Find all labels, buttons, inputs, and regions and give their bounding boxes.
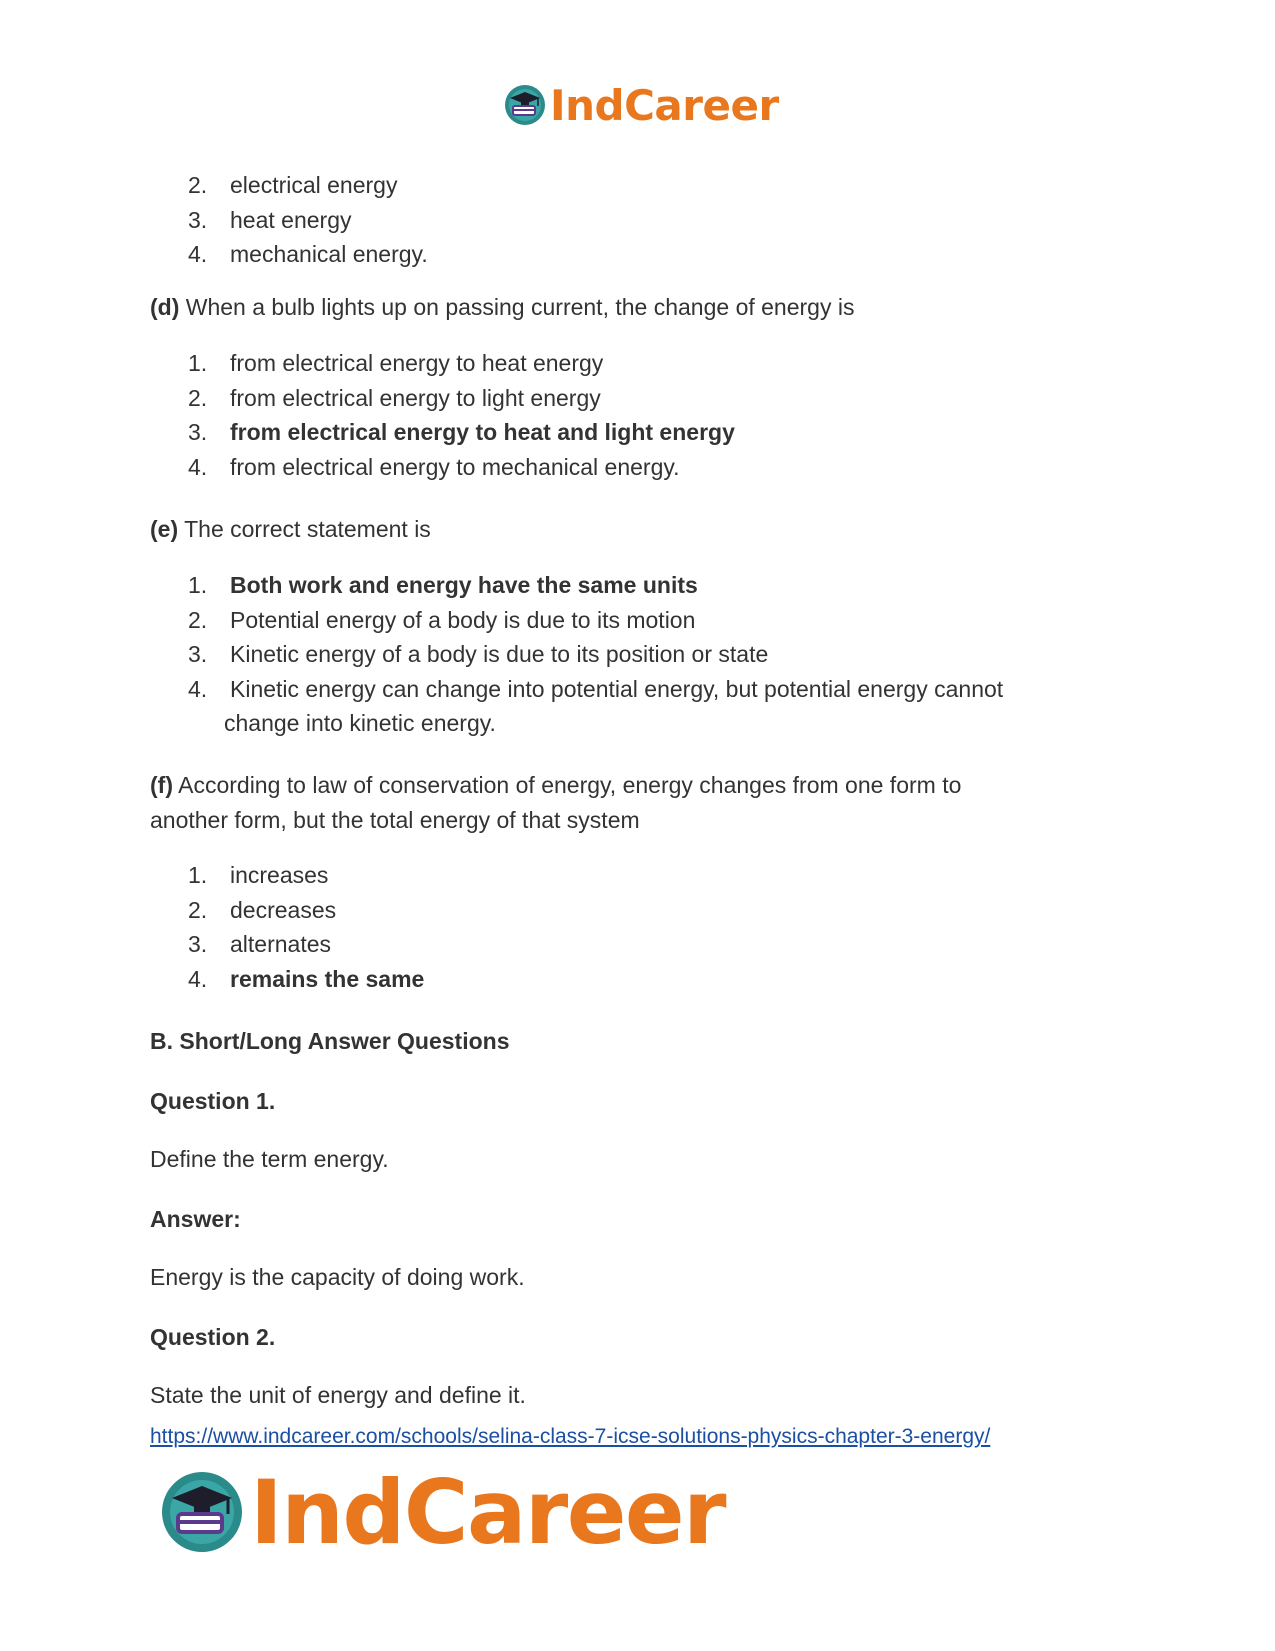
list-item: 1. from electrical energy to heat energy [188,350,604,376]
options-list-e [150,568,1100,741]
list-item: 1. increases [188,862,329,888]
footer-logo-text: IndCareer [250,1460,726,1564]
list-item: 2. decreases [188,896,337,923]
options-list-c [150,168,1100,272]
options-list-d [150,346,1100,484]
footer-logo [160,1462,725,1562]
question-d: (d) When a bulb lights up on passing current, the change of energy is [150,294,855,320]
list-item: 2. electrical energy [188,172,398,198]
question-2-heading: Question 2. [150,1324,276,1350]
question-1-heading: Question 1. [150,1088,276,1114]
footer-url-link[interactable]: https://www.indcareer.com/schools/selina-class-7-icse-solutions-physics-chapter-3-energy/ [150,1425,991,1448]
question-2-text: State the unit of energy and define it. [150,1382,526,1408]
header-logo [504,80,779,130]
list-item: 4. Kinetic energy can change into potential energy, but potential energy cannot change into kinetic energy. [188,675,1004,736]
list-item: 3. alternates [188,931,332,957]
list-item-correct: 3. from electrical energy to heat and light energy [188,419,735,445]
question-label: (d) [150,294,180,320]
graduation-cap-book-icon [160,1470,244,1554]
options-list-f [150,858,1100,996]
list-item: 4. from electrical energy to mechanical energy. [188,453,680,480]
question-1-text: Define the term energy. [150,1146,389,1172]
list-item: 2. Potential energy of a body is due to its motion [188,606,696,633]
question-f: (f) According to law of conservation of energy, energy changes from one form to another form, but the total energy of that system [150,772,962,833]
section-heading: B. Short/Long Answer Questions [150,1028,510,1054]
question-e: (e) The correct statement is [150,516,431,542]
list-item-correct: 1. Both work and energy have the same units [188,572,698,598]
list-item: 3. Kinetic energy of a body is due to its position or state [188,641,769,667]
list-item: 3. heat energy [188,206,352,233]
question-label: (f) [150,772,173,798]
answer-text: Energy is the capacity of doing work. [150,1264,525,1290]
question-label: (e) [150,516,179,542]
list-item-correct: 4. remains the same [188,965,425,992]
list-item: 2. from electrical energy to light energy [188,384,601,411]
header-logo-text: IndCareer [550,80,779,130]
list-item: 4. mechanical energy. [188,241,428,267]
answer-label: Answer: [150,1206,241,1232]
graduation-cap-book-icon [504,84,546,126]
